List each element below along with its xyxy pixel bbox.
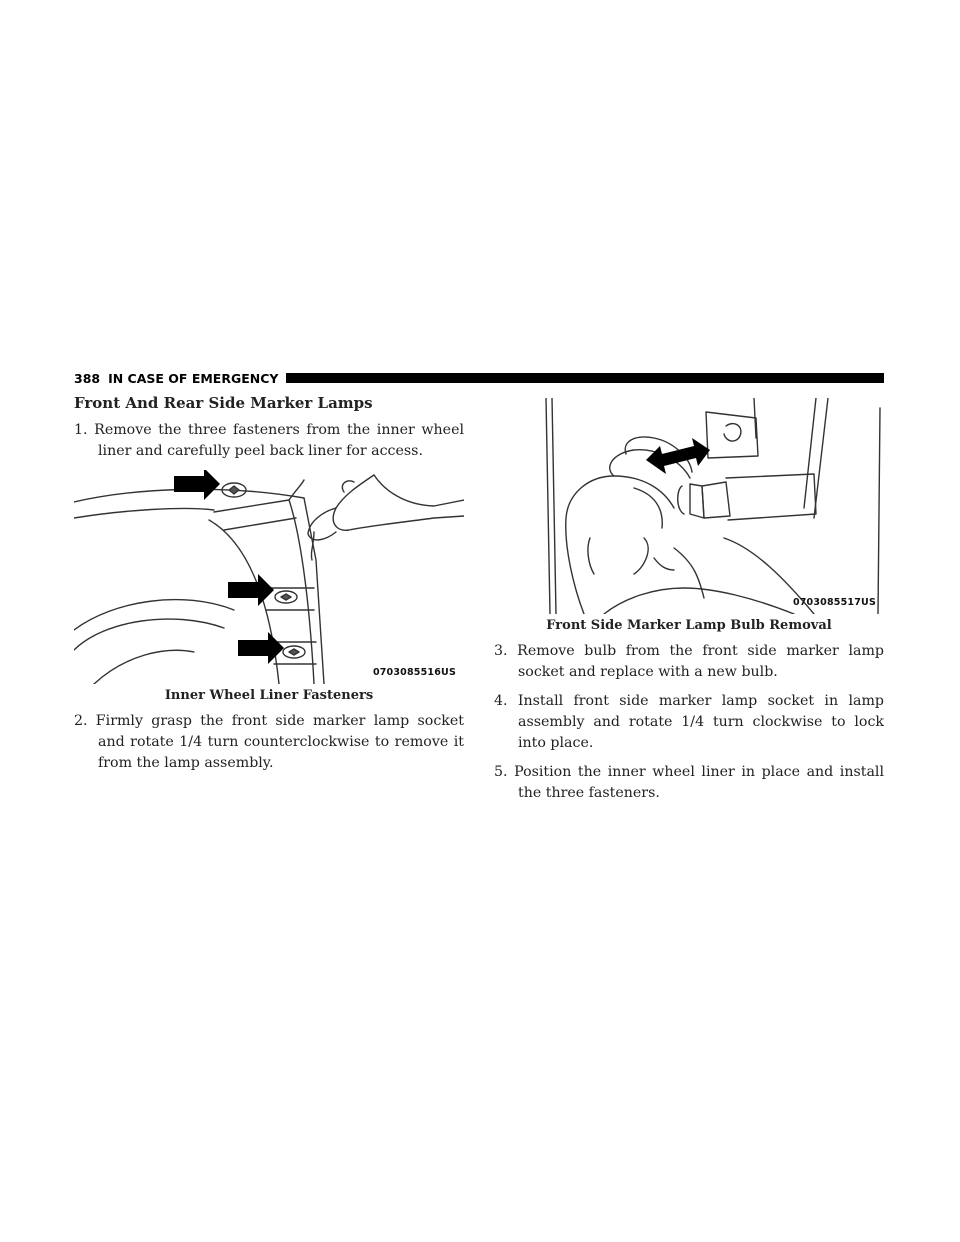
- section-title: Front And Rear Side Marker Lamps: [74, 394, 373, 412]
- step-2: 2. Firmly grasp the front side marker lamp socket and rotate 1/4 turn counterclockwise to remove it from the lamp assembly.: [74, 713, 464, 771]
- wheel-liner-illustration: [74, 470, 464, 684]
- step-4: 4. Install front side marker lamp socket in lamp assembly and rotate 1/4 turn clockwise to lock into place.: [494, 693, 884, 751]
- page-header: [74, 370, 884, 386]
- page-number: 388: [74, 370, 101, 386]
- figure-code: 0703085516US: [372, 667, 456, 678]
- figure-code: 0703085517US: [792, 597, 876, 608]
- header-rule: [286, 373, 884, 383]
- figure-caption: Front Side Marker Lamp Bulb Removal: [546, 618, 832, 633]
- right-column: [494, 398, 884, 812]
- step-3: 3. Remove bulb from the front side marker lamp socket and replace with a new bulb.: [494, 643, 884, 680]
- chapter-title: IN CASE OF EMERGENCY: [108, 370, 279, 386]
- left-column: [74, 394, 464, 782]
- figure-caption: Inner Wheel Liner Fasteners: [164, 688, 374, 703]
- step-5: 5. Position the inner wheel liner in place and install the three fasteners.: [494, 764, 884, 801]
- step-1: 1. Remove the three fasteners from the inner wheel liner and carefully peel back liner for access.: [74, 422, 464, 459]
- figure-inner-wheel-liner: [74, 470, 464, 684]
- figure-bulb-removal: [494, 398, 884, 614]
- bulb-removal-illustration: [494, 398, 884, 614]
